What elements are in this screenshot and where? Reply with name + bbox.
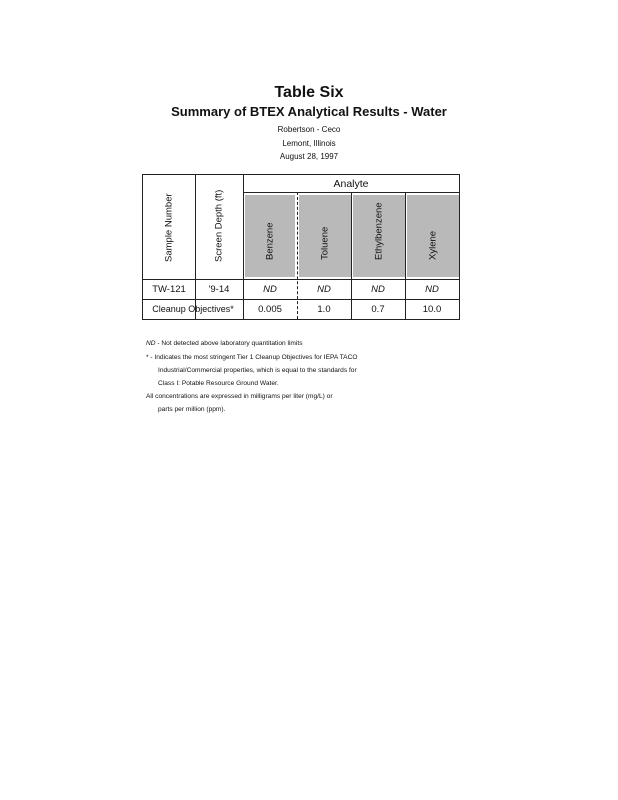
note-star-line3: Class I: Potable Resource Ground Water. — [158, 380, 279, 387]
row2-label: Cleanup Objectives* — [152, 304, 234, 314]
note-nd — [146, 341, 303, 348]
header-toluene-label: Toluene — [319, 226, 331, 260]
header-analyte-group — [243, 175, 459, 193]
header-screen-depth-label: Screen Depth (ft) — [213, 189, 225, 262]
note-star-line1: * - Indicates the most stringent Tier 1 Cleanup Objectives for IEPA TACO — [146, 354, 358, 361]
document-subtitle: Summary of BTEX Analytical Results - Water — [171, 104, 447, 119]
row1-xylene: ND — [425, 284, 439, 295]
header-screen-depth — [195, 175, 243, 279]
header-toluene — [299, 195, 351, 277]
header-analyte-label: Analyte — [333, 178, 369, 190]
row2-toluene: 1.0 — [317, 304, 331, 315]
col-rule-1 — [195, 175, 196, 319]
report-date: August 28, 1997 — [279, 152, 339, 161]
row1-sample: TW-121 — [152, 284, 186, 295]
header-sample-number-label: Sample Number — [163, 193, 175, 262]
header-sample-number — [143, 175, 195, 279]
note-conc-line1: All concentrations are expressed in milligrams per liter (mg/L) or — [146, 393, 333, 400]
site-name: Robertson - Ceco — [277, 125, 341, 134]
col-rule-2 — [243, 175, 244, 319]
row2-ethylbenzene: 0.7 — [371, 304, 385, 315]
row2-benzene: 0.005 — [258, 304, 282, 315]
row2-xylene: 10.0 — [422, 304, 442, 315]
header-benzene — [245, 195, 295, 277]
row1-depth: '9-14 — [208, 284, 230, 295]
results-table — [142, 174, 460, 320]
header-bottom-rule — [143, 279, 459, 280]
row1-toluene: ND — [317, 284, 331, 295]
note-conc-line2: parts per million (ppm). — [158, 406, 226, 413]
site-location: Lemont, Illinois — [282, 139, 336, 148]
row-separator — [143, 299, 459, 300]
header-ethylbenzene-label: Ethylbenzene — [373, 202, 385, 260]
note-nd-text: - Not detected above laboratory quantitation limits — [155, 340, 303, 347]
header-benzene-label: Benzene — [264, 222, 276, 260]
note-nd-abbr: ND — [146, 340, 156, 347]
header-xylene — [407, 195, 459, 277]
row1-ethylbenzene: ND — [371, 284, 385, 295]
document-title: Table Six — [274, 84, 344, 101]
note-star-line2: Industrial/Commercial properties, which is equal to the standards for — [158, 367, 357, 374]
header-ethylbenzene — [353, 195, 405, 277]
row1-benzene: ND — [263, 284, 277, 295]
header-xylene-label: Xylene — [427, 230, 439, 260]
